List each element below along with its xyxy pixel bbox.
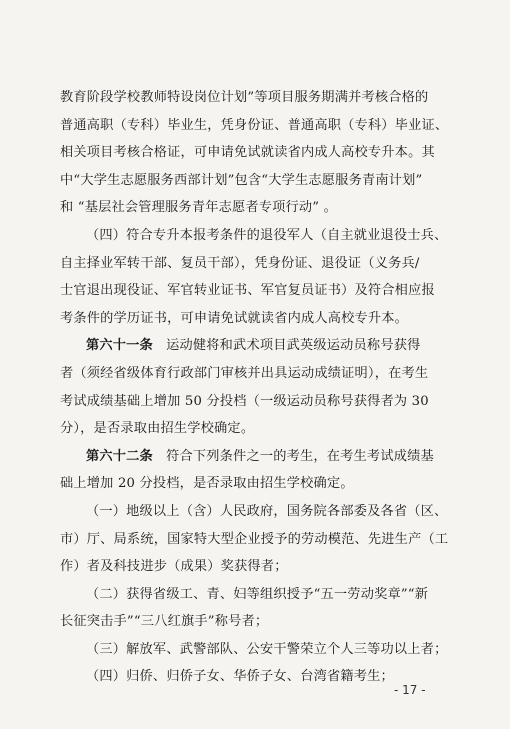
- text-line: （三）解放军、武警部队、公安干警荣立个人三等功以上者；: [86, 641, 448, 657]
- text-line: （一）地级以上（含）人民政府，国务院各部委及各省（区、: [86, 503, 448, 519]
- text-line: 长征突击手”“三八红旗手”称号者；: [60, 614, 269, 630]
- article-line: [60, 332, 460, 360]
- text-line: （四）符合专升本报考条件的退役军人（自主就业退役士兵、: [86, 227, 448, 243]
- text-line: 相关项目考核合格证，可申请免试就读省内成人高校专升本。其: [60, 145, 435, 161]
- text-line: 者（须经省级体育行政部门审核并出具运动成绩证明），在考生: [60, 365, 429, 381]
- article-text: 符合下列条件之一的考生，在考生考试成绩基: [166, 448, 434, 464]
- text-line: 自主择业军转干部、复员干部），凭身份证、退役证（义务兵/: [60, 255, 420, 271]
- text-line: 普通高职（专科）毕业生，凭身份证、普通高职（专科）毕业证、: [60, 117, 449, 133]
- text-line: （二）获得省级工、青、妇等组织授予“五一劳动奖章”“新: [86, 586, 429, 602]
- page-number: - 17 -: [394, 683, 426, 697]
- text-line: 士官退出现役证、军官转业证书、军官复员证书）及符合相应报: [60, 283, 435, 299]
- text-line: 市）厅、局系统，国家特大型企业授予的劳动模范、先进生产（工: [60, 531, 449, 547]
- article-label: 第六十一条: [86, 338, 153, 354]
- text-line: 础上增加 20 分投档，是否录取由招生学校确定。: [60, 476, 354, 492]
- article-label: 第六十二条: [86, 448, 153, 464]
- text-line: 考试成绩基础上增加 50 分投档（一级运动员称号获得者为 30: [60, 393, 429, 409]
- article-line: [60, 443, 460, 471]
- text-line: 作）者及科技进步（成果）奖获得者；: [60, 559, 288, 575]
- article-text: 运动健将和武术项目武英级运动员称号获得: [166, 338, 421, 354]
- text-line: 中“大学生志愿服务西部计划”包含“大学生志愿服务青南计划”: [60, 172, 423, 188]
- text-line: 分），是否录取由招生学校确定。: [60, 421, 255, 437]
- body-text: [60, 84, 460, 691]
- text-line: 考条件的学历证书，可申请免试就读省内成人高校专升本。: [60, 310, 409, 326]
- text-line: 和 “基层社会管理服务青年志愿者专项行动” 。: [60, 200, 338, 216]
- text-line: 教育阶段学校教师特设岗位计划”等项目服务期满并考核合格的: [60, 90, 429, 105]
- text-line: （四）归侨、归侨子女、华侨子女、台湾省籍考生；: [86, 669, 394, 685]
